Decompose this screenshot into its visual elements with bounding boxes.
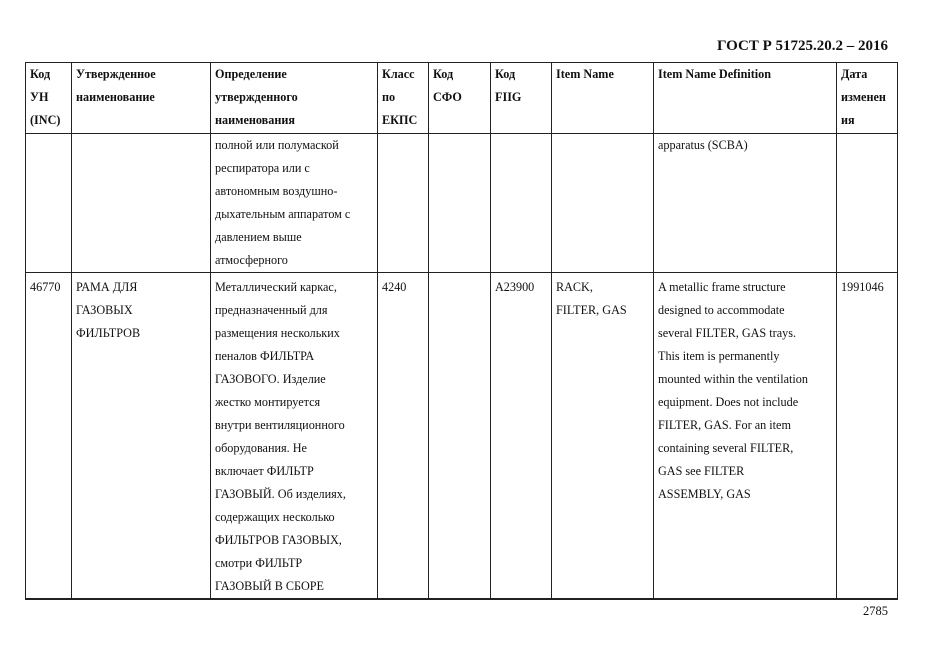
cell-text-line: A metallic frame structure bbox=[658, 280, 786, 294]
cell-text-line: equipment. Does not include bbox=[658, 395, 799, 409]
cell-text-line: ГАЗОВОГО. Изделие bbox=[215, 372, 326, 386]
cell-text-line: several FILTER, GAS trays. bbox=[658, 326, 796, 340]
cell-text-line: ГАЗОВЫЙ В СБОРЕ bbox=[215, 579, 324, 593]
cell-text-line: внутри вентиляционного bbox=[215, 418, 345, 432]
header-text-line: ЕКПС bbox=[382, 113, 418, 127]
cell-text-line: FILTER, GAS bbox=[556, 303, 627, 317]
cell-text-line: ФИЛЬТРОВ bbox=[76, 326, 141, 340]
header-text-line: наименования bbox=[215, 113, 295, 127]
cell-col-change-date bbox=[837, 273, 898, 600]
header-text-line: Код bbox=[433, 67, 454, 81]
cell-text-line: РАМА ДЛЯ bbox=[76, 280, 138, 294]
header-text-line: Item Name Definition bbox=[658, 67, 772, 81]
cell-col-item-name-definition bbox=[654, 134, 837, 273]
cell-text-line: apparatus (SCBA) bbox=[658, 138, 748, 152]
cell-text-line: 46770 bbox=[30, 280, 61, 294]
cell-text-line: атмосферного bbox=[215, 253, 288, 267]
cell-col-sfo-code bbox=[429, 273, 491, 600]
cell-col-approved-name bbox=[72, 134, 211, 273]
header-text-line: Дата bbox=[841, 67, 868, 81]
header-text-line: утвержденного bbox=[215, 90, 298, 104]
table-row bbox=[26, 134, 898, 273]
cell-text-line: автономным воздушно- bbox=[215, 184, 338, 198]
cell-col-name-definition bbox=[211, 273, 378, 600]
cell-text-line: смотри ФИЛЬТР bbox=[215, 556, 303, 570]
cell-text-line: предназначенный для bbox=[215, 303, 328, 317]
cell-text-line: оборудования. Не bbox=[215, 441, 307, 455]
cell-col-item-name bbox=[552, 273, 654, 600]
cell-col-fiig-code bbox=[491, 134, 552, 273]
cell-text-line: GAS see FILTER bbox=[658, 464, 745, 478]
cell-col-sfo-code bbox=[429, 134, 491, 273]
header-text-line: ия bbox=[841, 113, 855, 127]
header-col-fiig-code bbox=[491, 63, 552, 134]
header-text-line: УН bbox=[30, 90, 49, 104]
header-col-approved-name bbox=[72, 63, 211, 134]
cell-text-line: дыхательным аппаратом с bbox=[215, 207, 351, 221]
header-col-item-name-definition bbox=[654, 63, 837, 134]
cell-text-line: 4240 bbox=[382, 280, 407, 294]
cell-col-change-date bbox=[837, 134, 898, 273]
header-text-line: СФО bbox=[433, 90, 462, 104]
table-row bbox=[26, 273, 898, 600]
cell-col-approved-name bbox=[72, 273, 211, 600]
cell-text-line: RACK, bbox=[556, 280, 593, 294]
header-text-line: FIIG bbox=[495, 90, 522, 104]
header-text-line: наименование bbox=[76, 90, 155, 104]
header-col-sfo-code bbox=[429, 63, 491, 134]
cell-text-line: размещения нескольких bbox=[215, 326, 340, 340]
cell-col-class bbox=[378, 273, 429, 600]
cell-col-fiig-code bbox=[491, 273, 552, 600]
cell-text-line: This item is permanently bbox=[658, 349, 780, 363]
cell-col-item-name-definition bbox=[654, 273, 837, 600]
cell-text-line: mounted within the ventilation bbox=[658, 372, 808, 386]
table-header-row bbox=[26, 63, 898, 134]
cell-text-line: давлением выше bbox=[215, 230, 302, 244]
header-text-line: изменен bbox=[841, 90, 886, 104]
cell-text-line: FILTER, GAS. For an item bbox=[658, 418, 791, 432]
cell-text-line: полной или полумаской bbox=[215, 138, 339, 152]
cell-text-line: 1991046 bbox=[841, 280, 884, 294]
header-text-line: (INC) bbox=[30, 113, 61, 127]
cell-text-line: ГАЗОВЫХ bbox=[76, 303, 133, 317]
page-number: 2785 bbox=[863, 604, 888, 618]
cell-col-item-name bbox=[552, 134, 654, 273]
cell-text-line: содержащих несколько bbox=[215, 510, 335, 524]
cell-text-line: ASSEMBLY, GAS bbox=[658, 487, 751, 501]
cell-text-line: designed to accommodate bbox=[658, 303, 785, 317]
cell-text-line: Металлический каркас, bbox=[215, 280, 337, 294]
cell-col-inc-code bbox=[26, 134, 72, 273]
cell-text-line: A23900 bbox=[495, 280, 535, 294]
header-text-line: Определение bbox=[215, 67, 287, 81]
cell-text-line: containing several FILTER, bbox=[658, 441, 794, 455]
header-text-line: Код bbox=[495, 67, 516, 81]
document-title: ГОСТ Р 51725.20.2 – 2016 bbox=[716, 38, 888, 54]
header-col-name-definition bbox=[211, 63, 378, 134]
header-col-class bbox=[378, 63, 429, 134]
cell-text-line: ФИЛЬТРОВ ГАЗОВЫХ, bbox=[215, 533, 342, 547]
cell-text-line: пеналов ФИЛЬТРА bbox=[215, 349, 315, 363]
header-col-item-name bbox=[552, 63, 654, 134]
header-text-line: Утвержденное bbox=[76, 67, 156, 81]
cell-col-inc-code bbox=[26, 273, 72, 600]
cell-text-line: включает ФИЛЬТР bbox=[215, 464, 314, 478]
cell-text-line: ГАЗОВЫЙ. Об изделиях, bbox=[215, 487, 346, 501]
header-text-line: Класс bbox=[382, 67, 415, 81]
header-text-line: Item Name bbox=[556, 67, 614, 81]
header-text-line: Код bbox=[30, 67, 51, 81]
cell-text-line: жестко монтируется bbox=[215, 395, 321, 409]
cell-col-class bbox=[378, 134, 429, 273]
header-col-change-date bbox=[837, 63, 898, 134]
cell-col-name-definition bbox=[211, 134, 378, 273]
cell-text-line: респиратора или с bbox=[215, 161, 310, 175]
classification-table bbox=[25, 62, 898, 600]
header-col-inc-code bbox=[26, 63, 72, 134]
header-text-line: по bbox=[382, 90, 396, 104]
